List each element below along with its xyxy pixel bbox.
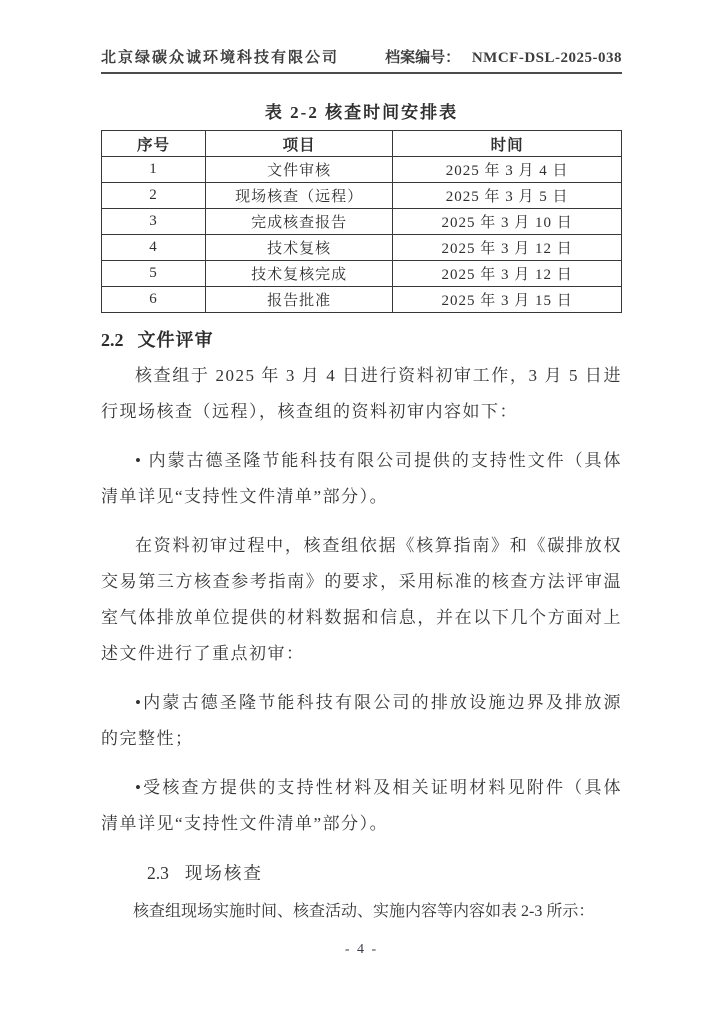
cell-item: 报告批准 xyxy=(206,287,393,313)
table-row xyxy=(102,157,622,183)
paragraph: 核查组现场实施时间、核查活动、实施内容等内容如表 2-3 所示： xyxy=(133,903,595,920)
cell-time: 2025 年 3 月 10 日 xyxy=(393,209,622,235)
bullet-paragraph: • 内蒙古德圣隆节能科技有限公司提供的支持性文件（具体清单详见“支持性文件清单”部分）。 xyxy=(101,451,622,506)
section-number: 2.3 xyxy=(147,863,169,883)
table-caption: 表 2-2 核查时间安排表 xyxy=(264,103,459,122)
page-header xyxy=(101,0,622,74)
cell-no: 4 xyxy=(102,235,206,261)
cell-no: 6 xyxy=(102,287,206,313)
cell-no: 2 xyxy=(102,183,206,209)
bullet-paragraph: •受核查方提供的支持性材料及相关证明材料见附件（具体清单详见“支持性文件清单”部分）。 xyxy=(101,778,622,833)
archive-label: 档案编号： xyxy=(385,50,461,66)
schedule-table xyxy=(101,130,622,313)
column-header-no: 序号 xyxy=(102,131,206,157)
table-row xyxy=(102,287,622,313)
cell-item: 完成核查报告 xyxy=(206,209,393,235)
table-header-row xyxy=(102,131,622,157)
bullet-paragraph: •内蒙古德圣隆节能科技有限公司的排放设施边界及排放源的完整性； xyxy=(101,693,622,748)
section-heading-2-3 xyxy=(147,860,622,885)
content-area xyxy=(101,0,622,929)
archive-number: NMCF-DSL-2025-038 xyxy=(471,50,622,66)
section-title: 文件评审 xyxy=(137,330,214,350)
page-number: - 4 - xyxy=(344,942,379,957)
archive-number-field xyxy=(385,46,622,67)
table-row xyxy=(102,183,622,209)
cell-item: 技术复核 xyxy=(206,235,393,261)
cell-no: 1 xyxy=(102,157,206,183)
section-title: 现场核查 xyxy=(184,863,263,883)
paragraph: 在资料初审过程中，核查组依据《核算指南》和《碳排放权交易第三方核查参考指南》的要求，采用标准的核查方法评审温室气体排放单位提供的材料数据和信息，并在以下几个方面对上述文件进行了重点初审： xyxy=(101,536,622,663)
cell-time: 2025 年 3 月 4 日 xyxy=(393,157,622,183)
table-row xyxy=(102,209,622,235)
cell-item: 现场核查（远程） xyxy=(206,183,393,209)
cell-item: 技术复核完成 xyxy=(206,261,393,287)
column-header-item: 项目 xyxy=(206,131,393,157)
cell-no: 3 xyxy=(102,209,206,235)
cell-time: 2025 年 3 月 12 日 xyxy=(393,261,622,287)
table-row xyxy=(102,235,622,261)
cell-time: 2025 年 3 月 5 日 xyxy=(393,183,622,209)
cell-item: 文件审核 xyxy=(206,157,393,183)
column-header-time: 时间 xyxy=(393,131,622,157)
cell-time: 2025 年 3 月 12 日 xyxy=(393,235,622,261)
paragraph: 核查组于 2025 年 3 月 4 日进行资料初审工作，3 月 5 日进行现场核查（远程），核查组的资料初审内容如下： xyxy=(101,366,622,421)
section-number: 2.2 xyxy=(101,330,124,350)
company-name: 北京绿碳众诚环境科技有限公司 xyxy=(101,50,340,66)
cell-time: 2025 年 3 月 15 日 xyxy=(393,287,622,313)
section-heading-2-2 xyxy=(101,326,622,352)
table-row xyxy=(102,261,622,287)
cell-no: 5 xyxy=(102,261,206,287)
